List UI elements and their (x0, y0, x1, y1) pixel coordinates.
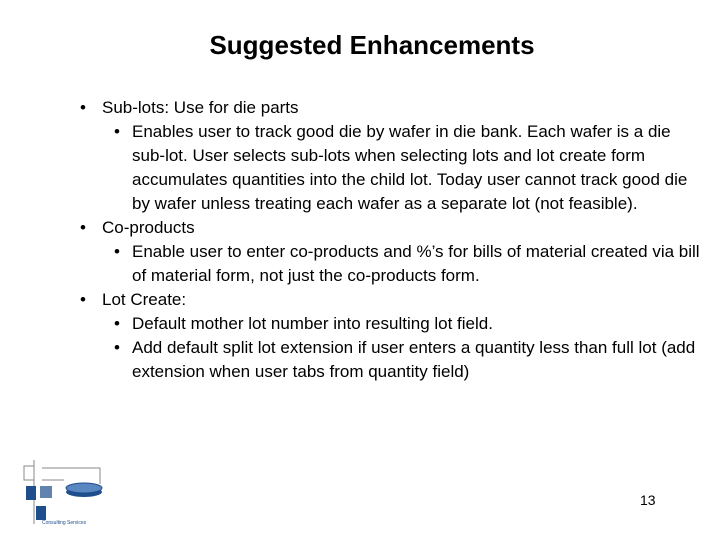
bullet-marker: • (114, 338, 120, 357)
bullet-marker: • (80, 218, 86, 237)
bullet-text: Add default split lot extension if user enters a quantity less than full lot (add extension when user tabs from quantity field) (132, 338, 696, 381)
bullet-marker: • (80, 290, 86, 309)
bullet-item (78, 288, 708, 312)
bullet-text: Enable user to enter co-products and %’s for bills of material created via bill of material form, not just the co-products form. (132, 242, 700, 285)
logo-box (40, 486, 52, 498)
bullet-text: Default mother lot number into resulting lot field. (132, 314, 493, 333)
bullet-marker: • (114, 242, 120, 261)
bullet-item (78, 96, 708, 120)
logo-box (26, 486, 36, 500)
logo-disc (66, 483, 102, 493)
logo-box (24, 466, 34, 480)
sub-bullet-item (108, 312, 708, 336)
page-number: 13 (640, 492, 656, 508)
bullet-marker: • (114, 314, 120, 333)
bullet-list (78, 96, 708, 384)
bullet-text: Co-products (102, 218, 195, 237)
bullet-text: Lot Create: (102, 290, 187, 309)
logo-box (36, 506, 46, 520)
bullet-marker: • (80, 98, 86, 117)
sub-bullet-item (108, 336, 708, 384)
logo-connector (42, 468, 100, 484)
bullet-text: Enables user to track good die by wafer in die bank. Each wafer is a die sub-lot. User selects sub-lots when selecting lots and lot create form accumulates quantities into the child lot. Today user cannot track good die by wafer unless treating each wafer as a separate lot (not feasible). (132, 122, 688, 213)
bullet-item (78, 216, 708, 240)
bullet-text: Sub-lots: Use for die parts (102, 98, 299, 117)
sub-bullet-item (108, 240, 708, 288)
slide-title: Suggested Enhancements (209, 30, 535, 60)
bullet-marker: • (114, 122, 120, 141)
company-logo (12, 458, 124, 528)
logo-caption: Consulting Services (42, 520, 87, 526)
sub-bullet-item (108, 120, 708, 216)
